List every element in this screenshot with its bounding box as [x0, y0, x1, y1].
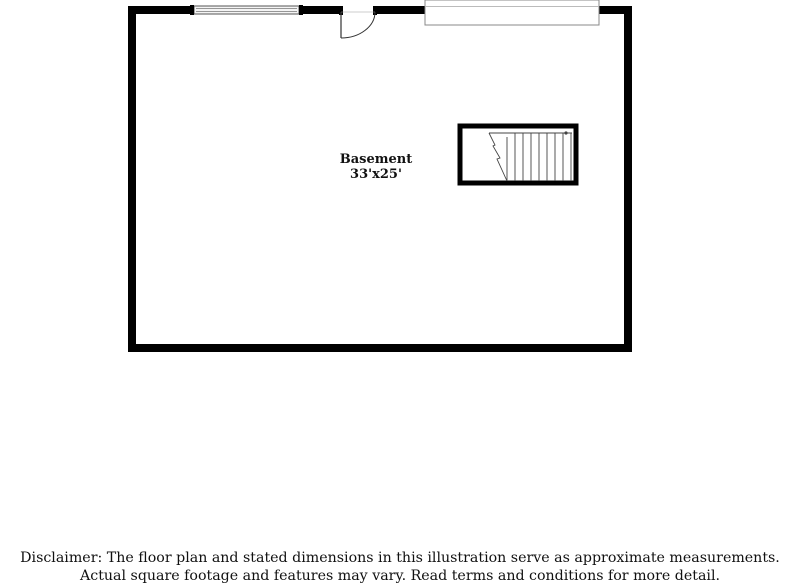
disclaimer-line-1: Disclaimer: The floor plan and stated dimensions in this illustration serve as approximate measurements.: [20, 550, 780, 566]
wall-top-segment-2: [299, 6, 339, 14]
wall-top-segment-1: [128, 6, 194, 14]
stairs-icon: [460, 126, 576, 183]
wall-top-segment-3: [377, 6, 425, 14]
wall-left: [128, 6, 136, 352]
room-dimensions-label: 33'x25': [350, 167, 402, 182]
door-swing-icon: [339, 6, 377, 38]
wall-right: [624, 6, 632, 352]
room-name-label: Basement: [339, 152, 413, 167]
wall-bottom: [128, 344, 632, 352]
wall-opening: [425, 0, 599, 25]
disclaimer-line-2: Actual square footage and features may vary. Read terms and conditions for more detail.: [80, 568, 720, 584]
window-icon: [190, 5, 303, 15]
wall-top-segment-4: [599, 6, 632, 14]
